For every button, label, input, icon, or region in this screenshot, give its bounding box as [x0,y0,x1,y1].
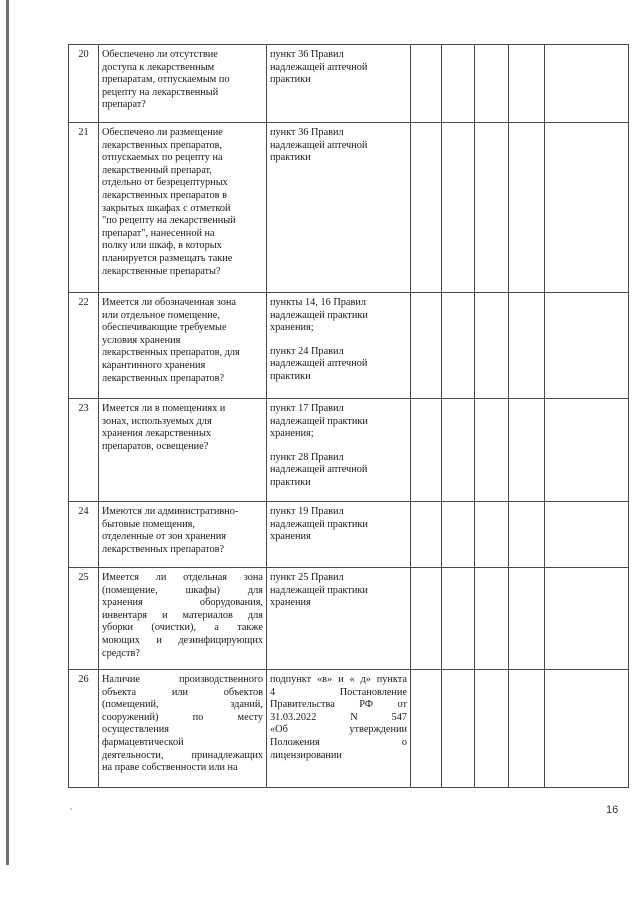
question-line: Имеется ли отдельная зона [102,572,263,583]
reference-item: пункт 36 Правил надлежащей аптечной практики [270,49,368,86]
reference-line: Положения о [270,736,407,748]
checklist-body [69,45,629,788]
empty-cell [411,502,442,568]
empty-cell [509,123,545,293]
empty-cell [509,568,545,670]
question-line: средств? [102,647,140,659]
row-number: 22 [69,293,99,399]
question-line: объекта или объектов [102,686,263,698]
table-row [69,293,629,399]
question-line: моющих и дезинфицирующих [102,634,263,646]
empty-cell [509,670,545,788]
empty-cell [509,399,545,502]
page-number: 16 [606,804,619,816]
binding-edge [6,0,9,865]
question-line: хранения оборудования, [102,597,263,609]
reference-item: пункт 17 Правил надлежащей практики хранения; [270,403,368,440]
question-line: осуществления [102,724,170,736]
empty-cell [475,399,509,502]
empty-cell [411,45,442,123]
empty-cell [442,123,475,293]
question-line: сооружений) по месту [102,711,263,723]
row-number: 26 [69,670,99,788]
reference-line: «Об утверждении [270,724,407,736]
reference-line: 4 Постановление [270,686,407,698]
empty-cell [411,568,442,670]
empty-cell [442,670,475,788]
checklist-table [68,44,629,788]
requirement-question: Имеется ли обозначенная зона или отдельное помещение, обеспечивающие требуемые условия хранения лекарственных препаратов, для карантинного хранения лекарственных препаратов? [99,293,267,399]
legal-reference [267,293,411,399]
requirement-question: Имеются ли административно- бытовые помещения, отделенные от зон хранения лекарственных препаратов? [99,502,267,568]
empty-cell [411,293,442,399]
question-line: деятельности, принадлежащих [102,749,263,761]
reference-line: лицензировании [270,749,342,761]
question-line: Наличие производственного [102,674,263,685]
table-row [69,399,629,502]
legal-reference [267,399,411,502]
legal-reference [267,123,411,293]
requirement-question [99,670,267,788]
empty-cell [411,399,442,502]
requirement-question: Обеспечено ли отсутствие доступа к лекарственным препаратам, отпускаемым по рецепту на лекарственный препарат? [99,45,267,123]
reference-item: пункт 19 Правил надлежащей практики хранения [270,506,368,543]
reference-item: пункты 14, 16 Правил надлежащей практики хранения; [270,297,368,334]
empty-cell [545,502,629,568]
reference-item: пункт 25 Правил надлежащей практики хранения [270,572,368,609]
legal-reference [267,502,411,568]
table-row [69,568,629,670]
requirement-question: Имеется ли в помещениях и зонах, используемых для хранения лекарственных препаратов, освещение? [99,399,267,502]
row-number: 21 [69,123,99,293]
empty-cell [442,502,475,568]
legal-reference [267,568,411,670]
row-number: 20 [69,45,99,123]
empty-cell [475,568,509,670]
question-line: фармацевтической [102,736,184,748]
question-line: (помещение, шкафы) для [102,584,263,596]
reference-item: пункт 24 Правил надлежащей аптечной практики [270,345,368,382]
empty-cell [509,45,545,123]
row-number: 23 [69,399,99,502]
legal-reference [267,45,411,123]
table-row [69,502,629,568]
reference-item: пункт 28 Правил надлежащей аптечной практики [270,451,368,488]
empty-cell [545,568,629,670]
empty-cell [545,45,629,123]
scan-speck [70,808,72,810]
row-number: 24 [69,502,99,568]
reference-item: пункт 36 Правил надлежащей аптечной практики [270,127,368,164]
requirement-question: Обеспечено ли размещение лекарственных препаратов, отпускаемых по рецепту на лекарственный препарат, отдельно от безрецептурных лекарственных препаратов в закрытых шкафах с отметкой "по рецепту на лекарственный препарат", нанесенной на полку или шкаф, в которых планируется размещать такие лекарственные препараты? [99,123,267,293]
empty-cell [442,45,475,123]
empty-cell [545,670,629,788]
empty-cell [475,123,509,293]
empty-cell [442,293,475,399]
reference-line: 31.03.2022 N 547 [270,711,407,723]
question-line: инвентаря и материалов для [102,609,263,621]
empty-cell [475,293,509,399]
reference-line: Правительства РФ от [270,699,407,711]
empty-cell [545,123,629,293]
empty-cell [509,502,545,568]
reference-line: подпункт «в» и « д» пункта [270,674,407,685]
requirement-question [99,568,267,670]
empty-cell [545,399,629,502]
legal-reference [267,670,411,788]
empty-cell [411,670,442,788]
empty-cell [475,502,509,568]
empty-cell [442,399,475,502]
table-row [69,45,629,123]
empty-cell [411,123,442,293]
question-line: на праве собственности или на [102,762,238,774]
question-line: уборки (очистки), а также [102,622,263,634]
question-line: (помещений, зданий, [102,699,263,711]
empty-cell [475,45,509,123]
empty-cell [509,293,545,399]
empty-cell [475,670,509,788]
table-row [69,123,629,293]
empty-cell [545,293,629,399]
table-row [69,670,629,788]
row-number: 25 [69,568,99,670]
empty-cell [442,568,475,670]
